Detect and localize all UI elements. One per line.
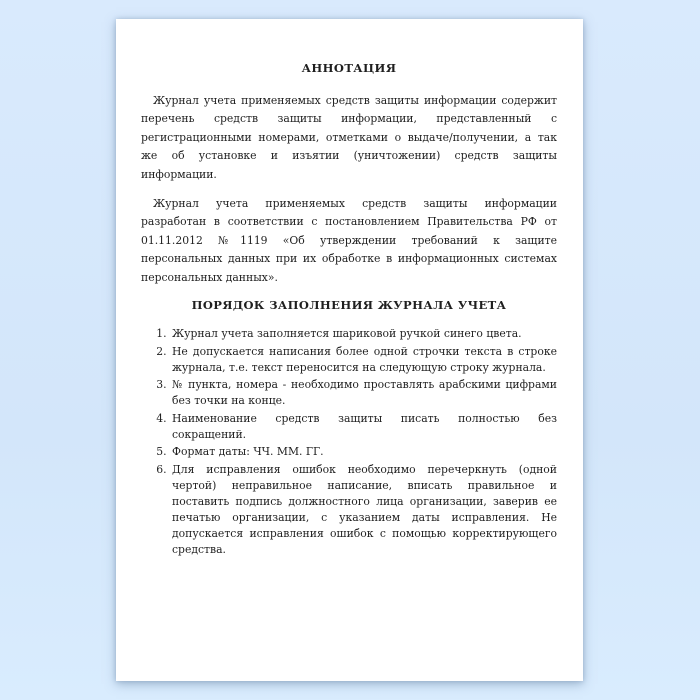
- document-page: [116, 19, 583, 681]
- annotation-paragraph-2: Журнал учета применяемых средств защиты информации разработан в соответствии с постановлением Правительства РФ от 01.11.2012 №1119 «Об утверждении требований к защите персональных данных при их обработке в информационных системах персональных данных».: [141, 197, 557, 284]
- list-item: 2. Не допускается написания более одной строчки текста в строке журнала, т.е. текст переносится на следующую строку журнала.: [170, 344, 557, 376]
- annotation-title: АННОТАЦИЯ: [301, 61, 397, 75]
- instructions-list: [141, 326, 557, 558]
- list-item: 3. № пункта, номера - необходимо проставлять арабскими цифрами без точки на конце.: [170, 377, 557, 409]
- section-heading: ПОРЯДОК ЗАПОЛНЕНИЯ ЖУРНАЛА УЧЕТА: [191, 298, 507, 313]
- list-item: 4. Наименование средств защиты писать полностью без сокращений.: [170, 411, 557, 443]
- list-item: 1. Журнал учета заполняется шариковой ручкой синего цвета.: [170, 326, 557, 342]
- list-item: 5. Формат даты: ЧЧ. ММ. ГГ.: [170, 444, 557, 460]
- annotation-paragraph-1: Журнал учета применяемых средств защиты информации содержит перечень средств защиты информации, представленный с регистрационными номерами, отметками о выдаче/получении, а так же об установке и изъятии (уничтожении) средств защиты информации.: [141, 94, 557, 181]
- list-item: 6. Для исправления ошибок необходимо перечеркнуть (одной чертой) неправильное написание, вписать правильное и поставить подпись должностного лица организации, заверив ее печатью организации, с указанием даты исправления. Не допускается исправления ошибок с помощью корректирующего средства.: [170, 462, 557, 558]
